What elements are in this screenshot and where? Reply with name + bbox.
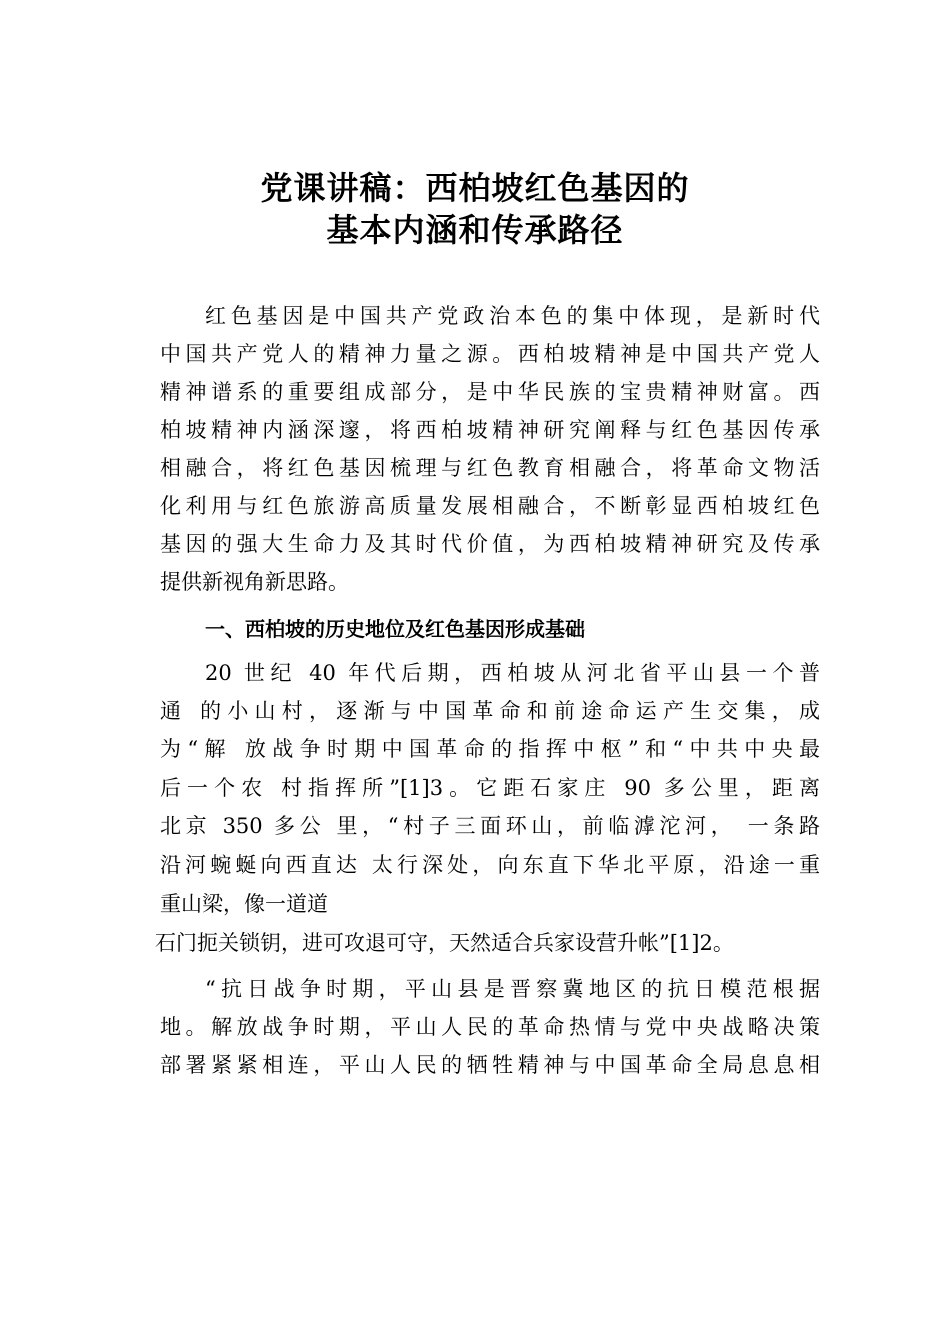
paragraph-2-line-2: 通 的小山村，逐渐与中国革命和前途命运产生交集，成: [160, 699, 820, 723]
paragraph-2-line-5: 北京 350 多公 里，“村子三面环山，前临滹沱河， 一条路: [160, 814, 820, 838]
paragraph-2-line-3: 为“解 放战争时期中国革命的指挥中枢”和“中共中央最: [160, 737, 820, 761]
paragraph-1-line-7: 基因的强大生命力及其时代价值，为西柏坡精神研究及传承: [160, 532, 820, 556]
paragraph-3-line-1: “抗日战争时期，平山县是晋察冀地区的抗日模范根据: [205, 977, 820, 1001]
paragraph-1-line-5: 相融合，将红色基因梳理与红色教育相融合，将革命文物活: [160, 456, 820, 480]
paragraph-1-line-6: 化利用与红色旅游高质量发展相融合，不断彰显西柏坡红色: [160, 494, 820, 518]
paragraph-2-line-4: 后一个农 村指挥所”[1]3。它距石家庄 90 多公里，距离: [160, 776, 820, 800]
paragraph-2-line-6: 沿河蜿蜒向西直达 太行深处，向东直下华北平原，沿途一重: [160, 853, 820, 877]
paragraph-2-line-7: 重山梁，像一道道: [160, 892, 328, 916]
paragraph-1-line-8: 提供新视角新思路。: [160, 570, 349, 594]
document-title-line-1: 党课讲稿：西柏坡红色基因的: [260, 169, 690, 207]
paragraph-2-line-1: 20 世纪 40 年代后期，西柏坡从河北省平山县一个普: [205, 661, 820, 685]
paragraph-3-line-2: 地。解放战争时期，平山人民的革命热情与党中央战略决策: [160, 1015, 820, 1039]
paragraph-3-line-3: 部署紧紧相连，平山人民的牺牲精神与中国革命全局息息相: [160, 1053, 820, 1077]
document-title-line-2: 基本内涵和传承路径: [326, 211, 624, 249]
paragraph-1-line-3: 精神谱系的重要组成部分，是中华民族的宝贵精神财富。西: [160, 380, 820, 404]
section-1-heading: 一、西柏坡的历史地位及红色基因形成基础: [205, 617, 585, 641]
paragraph-2-line-8: 石门扼关锁钥，进可攻退可守，天然适合兵家设营升帐”[1]2。: [155, 931, 734, 955]
paragraph-1-line-1: 红色基因是中国共产党政治本色的集中体现，是新时代: [205, 304, 820, 328]
paragraph-1-line-2: 中国共产党人的精神力量之源。西柏坡精神是中国共产党人: [160, 342, 820, 366]
paragraph-1-line-4: 柏坡精神内涵深邃，将西柏坡精神研究阐释与红色基因传承: [160, 418, 820, 442]
